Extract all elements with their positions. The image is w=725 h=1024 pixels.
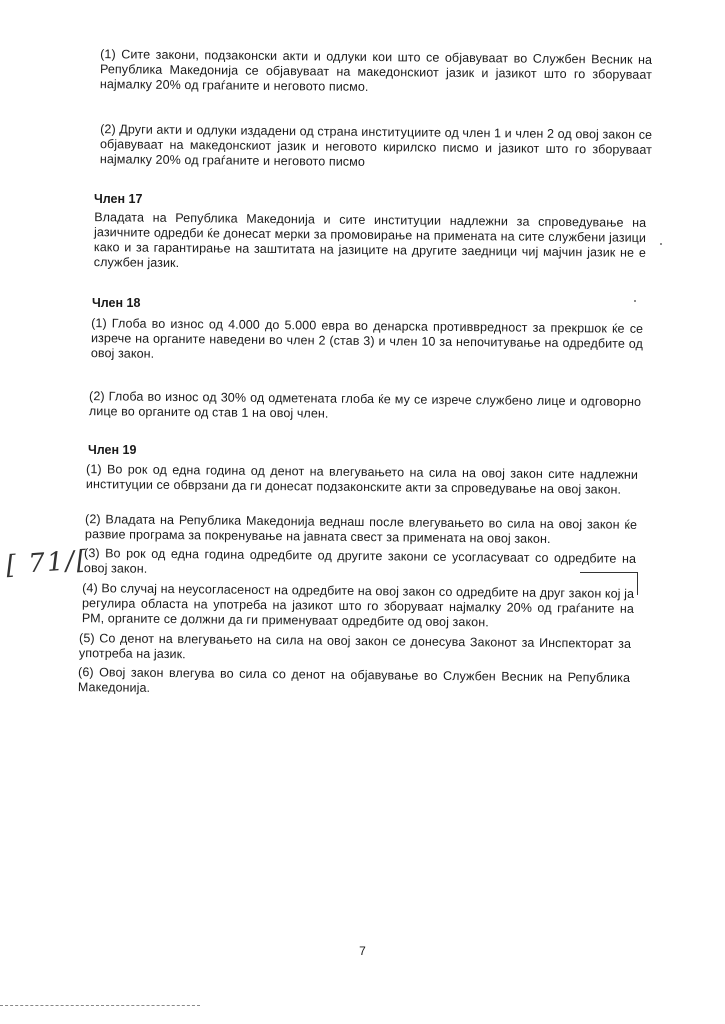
paragraph-19-6: (6) Овој закон влегува во сила со денот на објавување во Службен Весник на Република Македонија. xyxy=(77,665,631,695)
paragraph-19-4: (4) Во случај на неусогласеност на одредбите на овој закон со одредбите на друг закон кој ја регулира областа на употреба на јазикот што го зборуваат најмалку 20% од граѓаните на РМ, органите се должни да ги применуваат одредбите од овој закон. xyxy=(81,581,635,630)
paragraph-19-2: (2) Владата на Република Македонија веднаш после влегувањето во сила на овој закон ќе развие програма за покренување на јавната свест за примената на овој закон. xyxy=(84,512,638,546)
paragraph-18-1: (1) Глоба во износ од 4.000 до 5.000 евра во денарска противвредност за прекршок ќе се изрече на органите наведени во член 2 (став 3) и член 10 за непочитување на одредбите од овој закон. xyxy=(90,316,644,361)
page-number: 7 xyxy=(359,944,366,958)
paragraph-17: Владата на Република Македонија и сите институции надлежни за спроведување на јазичните одредби ќе донесат мерки за промовирање на примената на сите службени јазици како и за гарантирање на заштитата на јазиците на другите заедници чиј мајчин јазик не е службен јазик. xyxy=(93,210,647,271)
paragraph-19-1: (1) Во рок од една година од денот на влегувањето на сила на овој закон сите надлежни институции се обврзани да ги донесат подзаконските акти за спроведување на овој закон. xyxy=(85,462,639,497)
heading-article-18: Член 18 xyxy=(92,296,141,310)
handwritten-bracket xyxy=(580,572,638,595)
heading-article-17: Член 17 xyxy=(94,192,143,206)
handwritten-margin-note: [ 71/[ xyxy=(5,545,90,581)
paragraph-18-2: (2) Глоба во износ од 30% од одметената глоба ќе му се изрече службено лице и одговорно лице во органите од став 1 на овој член. xyxy=(88,389,642,421)
paragraph-19-3: (3) Во рок од една година одредбите од другите закони се усогласуваат со одредбите на овој закон. xyxy=(83,546,637,576)
scan-speck xyxy=(660,243,662,245)
scan-artifact-line xyxy=(0,1005,200,1006)
paragraph-16-1: (1) Сите закони, подзаконски акти и одлуки кои што се објавуваат во Службен Весник на Република Македонија се објавуваат на македонскиот јазик и јазикот што го зборуваат најмалку 20% од граѓаните и неговото писмо. xyxy=(99,47,653,94)
scan-speck xyxy=(634,300,636,302)
paragraph-16-2: (2) Други акти и одлуки издадени од страна институциите од член 1 и член 2 од овој закон се објавуваат на македонскиот јазик и неговото кирилско писмо и јазикот што го зборуваат најмалку 20% од граѓаните и неговото писмо xyxy=(99,122,653,169)
paragraph-19-5: (5) Со денот на влегувањето на сила на овој закон се донесува Законот за Инспекторат за употреба на јазик. xyxy=(78,631,632,662)
heading-article-19: Член 19 xyxy=(88,443,137,457)
